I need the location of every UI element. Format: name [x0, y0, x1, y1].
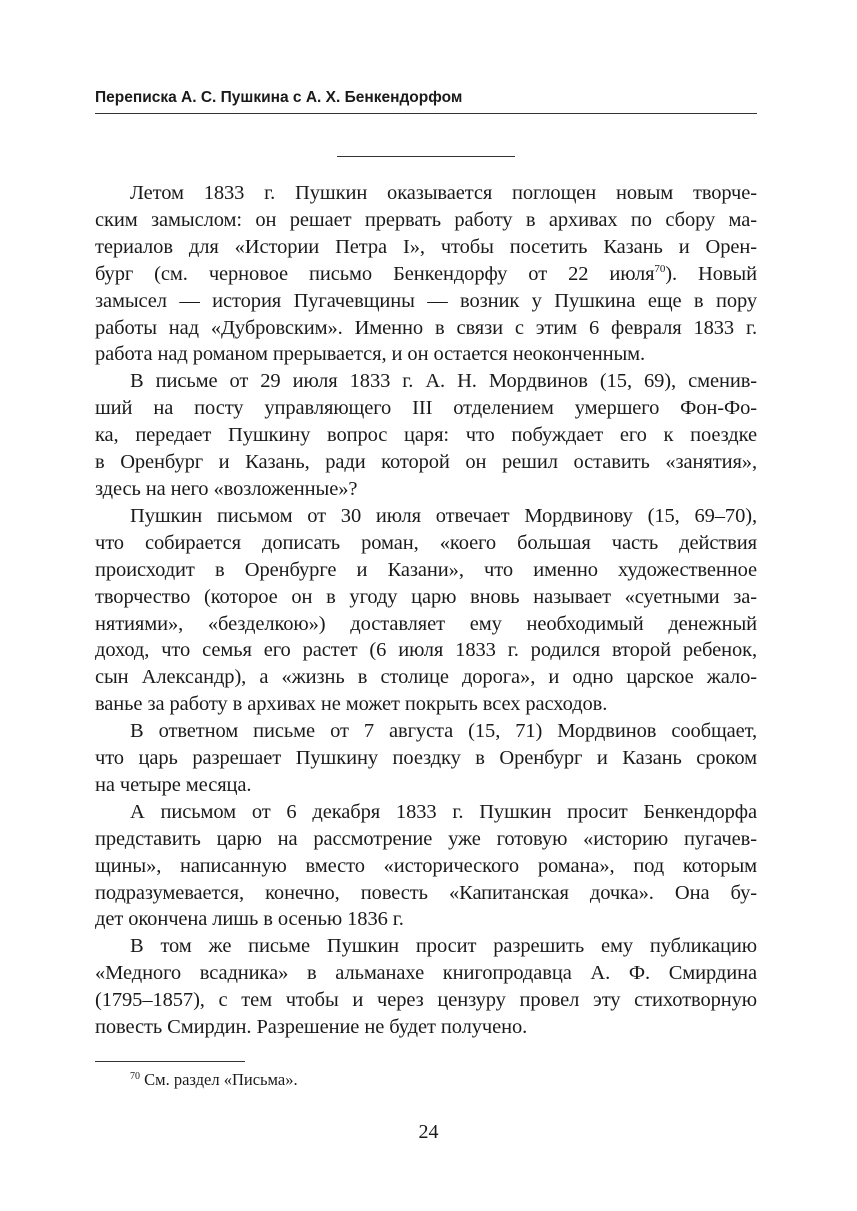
text-line: В письме от 29 июля 1833 г. А. Н. Мордвинов (15, 69), сменив-	[130, 370, 757, 393]
text-line: Пушкин письмом от 30 июля отвечает Мордвинову (15, 69–70),	[130, 504, 757, 527]
text-line: доход, что семья его растет (6 июля 1833 г. родился второй ребенок,	[95, 639, 757, 662]
paragraph-6	[95, 933, 757, 1041]
text-line: замысел — история Пугачевщины — возник у Пушкина еще в пору	[95, 289, 757, 312]
paragraph-5	[95, 799, 757, 934]
text-line: ка, передает Пушкину вопрос царя: что побуждает его к поездке	[95, 424, 757, 447]
page-number: 24	[418, 1121, 439, 1143]
paragraph-1	[95, 180, 757, 368]
header-rule	[95, 113, 757, 114]
text-line: сын Александр), а «жизнь в столице дорога», и одно царское жало-	[95, 666, 757, 689]
text-line: ший на посту управляющего III отделением умершего Фон-Фо-	[95, 397, 757, 420]
text-line: нятиями», «безделкою») доставляет ему необходимый денежный	[95, 612, 757, 635]
text-line: щины», написанную вместо «исторического романа», под которым	[95, 854, 757, 877]
paragraph-2	[95, 368, 757, 503]
text-line: (1795–1857), с тем чтобы и через цензуру провел эту стихотворную	[95, 989, 757, 1012]
text-line: подразумевается, конечно, повесть «Капитанская дочка». Она бу-	[95, 881, 757, 904]
text-line: Летом 1833 г. Пушкин оказывается поглощен новым творче-	[130, 182, 757, 204]
body-text	[95, 180, 757, 1041]
paragraph-3	[95, 503, 757, 718]
text-line: на четыре месяца.	[95, 773, 252, 796]
text-line: А письмом от 6 декабря 1833 г. Пушкин просит Бенкендорфа	[130, 800, 757, 823]
text-line: ским замыслом: он решает прервать работу в архивах по сбору ма-	[95, 208, 757, 231]
text-line: работы над «Дубровским». Именно в связи с этим 6 февраля 1833 г.	[95, 316, 757, 339]
running-head: Переписка А. С. Пушкина с А. Х. Бенкендорфом	[95, 89, 463, 106]
text-line: представить царю на рассмотрение уже готовую «историю пугачев-	[95, 827, 757, 850]
text-line: териалов для «Истории Петра I», чтобы посетить Казань и Орен-	[95, 235, 757, 258]
footnote-text: См. раздел «Письма».	[140, 1070, 298, 1089]
footnote-ref: 70	[654, 262, 666, 275]
text-line: «Медного всадника» в альманахе книгопродавца А. Ф. Смирдина	[95, 962, 757, 985]
text-line: В том же письме Пушкин просит разрешить ему публикацию	[130, 935, 757, 958]
text-line: здесь на него «возложенные»?	[95, 477, 358, 500]
text-line: что собирается дописать роман, «коего большая часть действия	[95, 531, 757, 554]
section-divider	[337, 156, 515, 157]
text-line: творчество (которое он в угоду царю вновь называет «суетными за-	[95, 585, 757, 608]
paragraph-4	[95, 718, 757, 799]
text-line: В ответном письме от 7 августа (15, 71) Мордвинов сообщает,	[130, 720, 757, 743]
footnote	[130, 1070, 298, 1090]
text-line-with-footnote	[95, 261, 757, 288]
text-line: что царь разрешает Пушкину поездку в Оренбург и Казань сроком	[95, 747, 757, 770]
text-line: ванье за работу в архивах не может покрыть всех расходов.	[95, 693, 608, 716]
text-fragment: ). Новый	[665, 262, 757, 285]
footnote-number: 70	[130, 1071, 140, 1082]
text-line: повесть Смирдин. Разрешение не будет получено.	[95, 1016, 528, 1039]
footnote-rule	[95, 1061, 245, 1062]
text-line: происходит в Оренбурге и Казани», что именно художественное	[95, 558, 757, 581]
text-line: в Оренбург и Казань, ради которой он решил оставить «занятия»,	[95, 451, 757, 474]
text-line: дет окончена лишь в осенью 1836 г.	[95, 908, 404, 931]
text-line: работа над романом прерывается, и он остается неоконченным.	[95, 343, 646, 366]
text-fragment: бург (см. черновое письмо Бенкендорфу от 22 июля	[95, 262, 655, 285]
